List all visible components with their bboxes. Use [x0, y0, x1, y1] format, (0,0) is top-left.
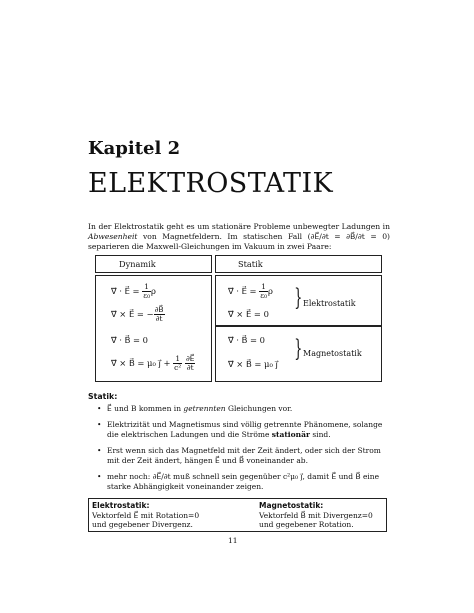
brace-electro-icon: }	[294, 285, 303, 311]
list-item: • Erst wenn sich das Magnetfeld mit der Zeit ändert, oder sich der Strom mit der Zeit ändert, hängen E⃗ und B⃗ voneinander ab.	[97, 446, 395, 466]
summary-right-line2: und gegebener Rotation.	[259, 520, 354, 529]
summary-right	[259, 501, 373, 530]
list-item: • mehr noch: ∂E⃗/∂t muß schnell sein gegenüber c²μ₀ j⃗, damit E⃗ und B⃗ eine starke Abhängigkeit voneinander zeigen.	[97, 472, 395, 492]
summary-left-line2: und gegebener Divergenz.	[92, 520, 193, 529]
summary-right-line1: Vektorfeld B⃗ mit Divergenz=0	[259, 510, 373, 520]
intro-text-2: von Magnetfeldern. Im statischen Fall (∂E⃗/∂t = ∂B⃗/∂t = 0) separieren die Maxwell-Gleichungen im Vakuum in zwei Paare:	[88, 232, 390, 251]
chapter-title: ELEKTROSTATIK	[88, 168, 334, 199]
dyn-gauss-law: ∇⃗ · E⃗ = $\frac{1}{\text{ε₀}}$ ρ	[111, 282, 156, 300]
dyn-gauss-magnetism: ∇⃗ · B⃗ = 0	[111, 335, 149, 345]
summary-left-title: Elektrostatik:	[92, 501, 150, 510]
summary-left	[92, 501, 199, 530]
header-statik: Statik	[238, 259, 263, 269]
list-item: • Elektrizität und Magnetismus sind völlig getrennte Phänomene, solange die elektrischen Ladungen und die Ströme stationär sind.	[97, 420, 395, 440]
header-dynamik: Dynamik	[119, 259, 156, 269]
stat-div-b: ∇⃗ · B⃗ = 0	[228, 335, 266, 345]
list-item: • E⃗ und B kommen in getrennten Gleichungen vor.	[97, 404, 395, 414]
label-elektrostatik: Elektrostatik	[303, 299, 356, 308]
dyn-ampere-law: ∇⃗ × B⃗ = μ₀ j⃗ + $\frac{1}{\text{c²}}$ $\frac{\partial E⃗}{\partial t}$	[111, 354, 195, 372]
dyn-faraday-law: ∇⃗ × E⃗ = − $\frac{\partial B⃗}{\partial t}$	[111, 305, 164, 323]
summary-left-line1: Vektorfeld E⃗ mit Rotation=0	[92, 510, 200, 520]
brace-magneto-icon: }	[294, 336, 303, 362]
chapter-label: Kapitel 2	[88, 138, 181, 159]
intro-text-1: In der Elektrostatik geht es um stationäre Probleme unbewegter Ladungen in	[88, 222, 390, 231]
statik-heading: Statik:	[88, 392, 118, 401]
summary-box	[88, 498, 387, 532]
stat-curl-e: ∇⃗ × E⃗ = 0	[228, 309, 269, 319]
stat-gauss-law: ∇⃗ · E⃗ = $\frac{1}{\text{ε₀}}$ ρ	[228, 282, 273, 300]
summary-right-title: Magnetostatik:	[259, 501, 324, 510]
page-number: 11	[228, 536, 238, 545]
statik-list	[97, 404, 395, 498]
intro-emphasis: Abwesenheit	[88, 232, 138, 241]
maxwell-equations-table	[95, 255, 380, 380]
stat-curl-b: ∇⃗ × B⃗ = μ₀ j⃗	[228, 359, 278, 369]
intro-paragraph	[88, 222, 390, 252]
label-magnetostatik: Magnetostatik	[303, 349, 362, 358]
